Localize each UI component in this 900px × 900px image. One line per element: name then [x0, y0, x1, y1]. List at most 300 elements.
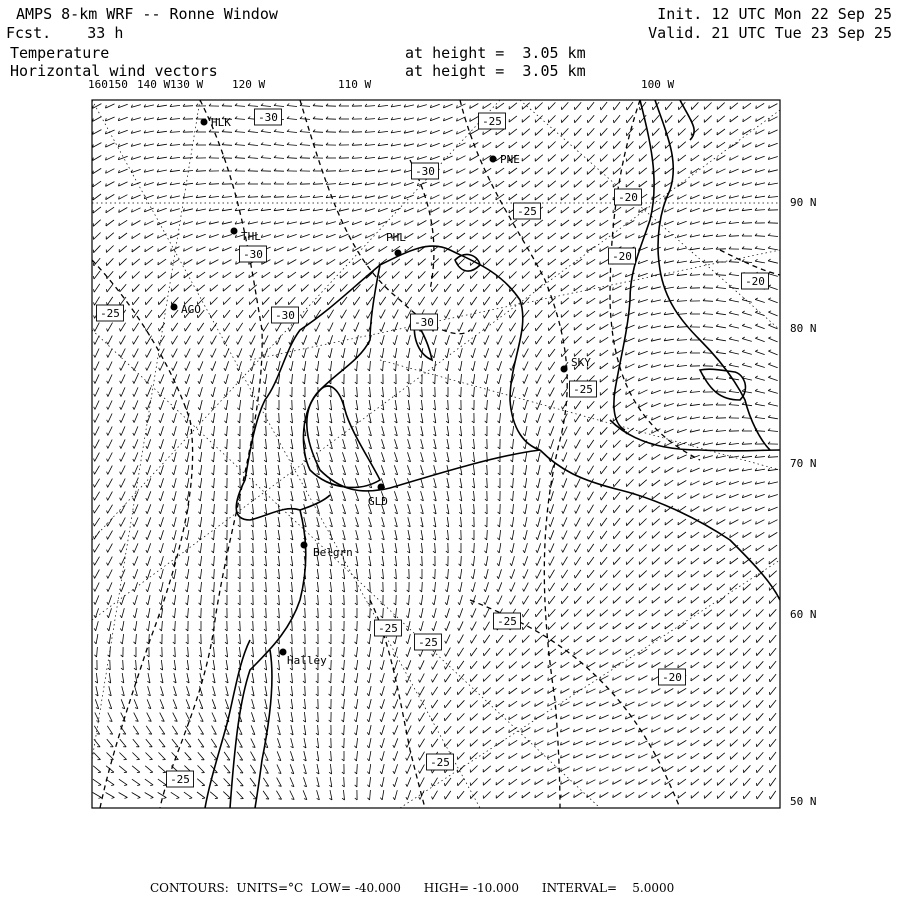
- wind-barb-flag: [133, 524, 134, 527]
- wind-barb: [524, 362, 528, 371]
- wind-barb: [523, 609, 529, 617]
- wind-barb: [261, 197, 271, 198]
- wind-barb: [108, 479, 113, 488]
- wind-barb: [470, 220, 478, 226]
- wind-barb-flag: [601, 510, 602, 513]
- wind-barb: [677, 378, 687, 379]
- wind-barb: [716, 236, 726, 237]
- wind-barb: [588, 141, 595, 148]
- wind-barb: [161, 452, 164, 462]
- wind-barb-flag: [341, 356, 343, 358]
- wind-barb: [327, 259, 335, 264]
- wind-barb: [550, 557, 554, 566]
- wind-barb-flag: [588, 484, 589, 487]
- wind-barb: [392, 259, 400, 265]
- wind-barb-flag: [146, 589, 148, 592]
- wind-barb-flag: [432, 342, 434, 345]
- wind-barb: [134, 543, 138, 552]
- wind-barb: [382, 543, 384, 553]
- wind-barb-flag: [498, 525, 500, 527]
- wind-barb-flag: [729, 337, 732, 339]
- wind-barb: [342, 322, 346, 331]
- wind-barb-flag: [119, 223, 120, 226]
- wind-barb: [121, 413, 125, 422]
- wind-barb: [197, 260, 206, 265]
- wind-barb: [448, 400, 449, 410]
- wind-barb: [186, 361, 190, 370]
- wind-barb: [484, 635, 490, 643]
- wind-barb: [588, 102, 594, 110]
- wind-barb: [510, 323, 515, 331]
- wind-barb: [626, 351, 635, 355]
- wind-barb-flag: [743, 119, 744, 122]
- wind-barb: [317, 582, 318, 592]
- wind-barb-flag: [639, 652, 640, 655]
- wind-barb: [550, 413, 554, 422]
- wind-barb: [677, 429, 686, 432]
- wind-barb: [408, 348, 410, 358]
- wind-barb: [209, 234, 218, 237]
- wind-barb: [523, 336, 528, 344]
- lat-label-60n: 60 N: [790, 608, 817, 621]
- wind-barb: [368, 465, 371, 474]
- wind-barb: [638, 273, 647, 276]
- wind-barb: [639, 584, 646, 591]
- wind-barb-flag: [171, 262, 172, 265]
- wind-barb: [704, 597, 712, 603]
- wind-barb-flag: [393, 654, 395, 657]
- wind-barb-flag: [587, 107, 588, 110]
- wind-barb: [187, 491, 189, 501]
- wind-barb: [199, 336, 204, 345]
- wind-barb-flag: [445, 302, 446, 305]
- wind-barb: [121, 505, 126, 514]
- wind-barb: [146, 323, 152, 331]
- wind-barb: [511, 349, 515, 358]
- wind-barb: [240, 634, 241, 644]
- wind-barb: [510, 310, 516, 318]
- wind-barb-flag: [276, 329, 277, 332]
- wind-barb-flag: [132, 236, 133, 239]
- wind-barb: [626, 649, 634, 654]
- wind-barb: [665, 493, 673, 499]
- wind-barb: [665, 455, 674, 460]
- wind-barb: [318, 400, 319, 410]
- wind-barb-flag: [341, 316, 342, 319]
- wind-barb: [211, 323, 217, 331]
- wind-barb: [266, 608, 267, 618]
- wind-barb: [691, 558, 699, 564]
- wind-barb: [457, 246, 465, 252]
- wind-barb: [457, 207, 465, 212]
- wind-barb: [209, 184, 219, 185]
- wind-barb: [513, 478, 514, 488]
- wind-barb: [145, 234, 154, 239]
- wind-barb: [95, 336, 99, 345]
- wind-barb: [588, 518, 593, 527]
- wind-barb-flag: [497, 395, 499, 397]
- wind-barb: [147, 465, 150, 474]
- wind-barb: [94, 531, 99, 539]
- wind-barb: [651, 247, 660, 250]
- wind-barb: [214, 504, 215, 514]
- wind-barb: [523, 310, 529, 318]
- wind-barb-flag: [497, 315, 498, 318]
- wind-barb: [574, 155, 581, 162]
- wind-barb: [613, 636, 621, 642]
- wind-barb-flag: [235, 143, 237, 145]
- wind-barb: [538, 530, 541, 540]
- wind-barb: [473, 465, 474, 475]
- wind-barb: [614, 128, 621, 136]
- wind-barb: [600, 350, 608, 356]
- wind-barb: [664, 339, 674, 341]
- wind-barb: [422, 361, 423, 371]
- wind-barb: [287, 158, 297, 159]
- wind-barb: [369, 673, 371, 683]
- wind-barb: [717, 649, 725, 656]
- wind-barb: [729, 405, 739, 406]
- wind-barb-flag: [328, 342, 330, 345]
- wind-barb-flag: [315, 315, 316, 318]
- wind-barb: [561, 194, 569, 200]
- wind-barb-flag: [510, 563, 512, 566]
- wind-barb: [538, 491, 540, 501]
- wind-barb: [613, 663, 622, 668]
- wind-barb: [210, 285, 218, 291]
- wind-barb: [214, 465, 215, 475]
- wind-barb: [313, 209, 323, 211]
- wind-barb: [188, 595, 189, 605]
- wind-barb: [187, 517, 189, 527]
- wind-barb: [627, 505, 634, 512]
- wind-barb: [716, 195, 725, 198]
- wind-barb: [253, 452, 254, 462]
- wind-barb: [314, 272, 322, 278]
- wind-barb: [576, 492, 580, 501]
- wind-barb: [406, 297, 411, 305]
- wind-barb: [435, 400, 436, 410]
- wind-barb: [665, 649, 673, 655]
- wind-barb: [170, 221, 179, 224]
- wind-barb-flag: [120, 511, 121, 514]
- wind-barb: [161, 517, 164, 527]
- wind-barb: [365, 183, 375, 185]
- wind-barb: [470, 130, 479, 135]
- wind-barb: [614, 531, 620, 539]
- wind-barb: [755, 469, 765, 471]
- wind-barb: [757, 661, 764, 668]
- wind-barb: [509, 662, 516, 669]
- wind-barb: [445, 271, 452, 278]
- wind-barb: [601, 557, 607, 565]
- wind-barb: [613, 676, 622, 681]
- wind-barb: [132, 272, 139, 279]
- wind-barb: [393, 284, 399, 292]
- wind-barb: [548, 662, 556, 668]
- wind-barb-flag: [327, 302, 328, 305]
- wind-barb: [382, 699, 385, 709]
- wind-barb: [175, 647, 176, 657]
- wind-barb-flag: [211, 368, 212, 371]
- wind-barb: [471, 271, 478, 278]
- wind-barb-flag: [120, 615, 122, 618]
- wind-barb: [473, 348, 476, 358]
- wind-barb: [109, 621, 111, 631]
- wind-barb: [601, 427, 608, 434]
- wind-barb: [600, 246, 609, 251]
- wind-barb: [261, 209, 271, 210]
- wind-barb-flag: [159, 381, 160, 384]
- wind-barb: [184, 247, 193, 252]
- wind-barb-flag: [509, 315, 510, 318]
- wind-barb-flag: [419, 616, 421, 618]
- wind-barb: [274, 132, 284, 133]
- wind-barb-flag: [523, 589, 524, 592]
- wind-barb: [639, 480, 647, 487]
- wind-barb-flag: [549, 433, 550, 436]
- wind-barb-flag: [446, 577, 448, 579]
- wind-barb: [422, 556, 423, 566]
- wind-barb: [550, 570, 555, 579]
- wind-barb: [264, 336, 268, 345]
- wind-barb-flag: [523, 537, 525, 540]
- wind-barb: [512, 543, 514, 553]
- wind-barb-flag: [185, 355, 186, 358]
- wind-barb: [370, 582, 371, 592]
- wind-barb: [484, 271, 491, 278]
- wind-barb: [460, 452, 462, 462]
- wind-barb-flag: [212, 564, 214, 566]
- wind-barb: [587, 285, 595, 290]
- wind-barb: [677, 261, 687, 263]
- wind-barb-flag: [406, 693, 407, 696]
- wind-barb: [486, 361, 489, 371]
- wind-barb: [692, 116, 699, 123]
- wind-barb-flag: [120, 328, 121, 331]
- wind-barb: [486, 569, 488, 579]
- wind-barb-flag: [419, 628, 421, 631]
- wind-barb: [535, 103, 542, 110]
- wind-barb: [613, 207, 621, 213]
- wind-barb: [755, 404, 765, 406]
- wind-barb: [265, 686, 267, 696]
- wind-barb-flag: [483, 184, 484, 187]
- wind-barb: [159, 323, 165, 331]
- wind-barb: [330, 413, 332, 423]
- wind-barb: [716, 339, 726, 341]
- wind-barb-flag: [224, 421, 226, 423]
- wind-barb: [173, 361, 177, 370]
- wind-barb-flag: [393, 706, 394, 709]
- wind-barb: [549, 375, 554, 384]
- wind-barb-flag: [172, 511, 174, 513]
- wind-barb: [600, 337, 608, 342]
- wind-barb-flag: [146, 563, 148, 566]
- wind-barb-flag: [394, 369, 396, 371]
- wind-barb-flag: [393, 342, 395, 345]
- wind-barb: [420, 660, 424, 669]
- wind-barb: [135, 673, 137, 683]
- wind-barb-flag: [367, 693, 369, 696]
- wind-barb: [691, 532, 699, 538]
- wind-barb-flag: [678, 691, 679, 694]
- wind-barb: [107, 284, 113, 292]
- wind-barb: [382, 673, 385, 683]
- wind-barb: [704, 610, 712, 616]
- wind-barb-flag: [120, 602, 122, 605]
- wind-barb: [653, 128, 660, 135]
- wind-barb: [588, 466, 593, 475]
- wind-barb-flag: [107, 642, 109, 644]
- wind-barb-flag: [354, 329, 355, 332]
- wind-barb: [170, 170, 180, 171]
- wind-barb-flag: [185, 420, 187, 423]
- wind-barb: [744, 701, 751, 708]
- wind-barb: [318, 374, 319, 384]
- wind-barb: [459, 621, 463, 630]
- wind-barb: [235, 145, 245, 146]
- wind-barb: [253, 400, 254, 410]
- wind-barb: [677, 353, 687, 354]
- lon-label-130w: 130 W: [170, 78, 204, 91]
- wind-barb: [536, 336, 542, 344]
- wind-barb: [755, 351, 764, 354]
- wind-barb: [239, 387, 241, 397]
- wind-barb: [509, 246, 517, 253]
- wind-barb: [262, 272, 270, 278]
- wind-barb-flag: [768, 376, 771, 378]
- height-label-2: at height = 3.05 km: [405, 62, 586, 80]
- wind-barb: [132, 221, 141, 226]
- wind-barb: [524, 349, 529, 358]
- wind-barb: [382, 556, 384, 566]
- wind-barb-flag: [159, 511, 161, 514]
- wind-barb-flag: [704, 158, 705, 161]
- wind-barb: [677, 365, 687, 366]
- wind-barb: [394, 322, 398, 331]
- wind-barb: [730, 623, 737, 630]
- wind-barb: [483, 181, 491, 186]
- wind-barb: [509, 103, 517, 109]
- wind-barb-flag: [146, 394, 147, 397]
- wind-barb: [537, 387, 541, 396]
- wind-barb: [473, 452, 474, 462]
- wind-barb: [457, 169, 466, 174]
- wind-barb: [613, 597, 620, 604]
- wind-barb-flag: [340, 302, 341, 305]
- wind-barb: [356, 673, 358, 683]
- wind-barb: [279, 595, 280, 605]
- wind-barb: [626, 689, 635, 693]
- wind-barb: [365, 119, 375, 120]
- wind-barb: [600, 597, 607, 604]
- wind-barb: [704, 584, 712, 590]
- wind-barb: [214, 569, 215, 579]
- wind-barb: [652, 662, 661, 667]
- wind-barb: [131, 169, 140, 172]
- wind-barb: [108, 699, 111, 708]
- wind-barb-flag: [327, 262, 328, 265]
- wind-barb: [314, 259, 323, 264]
- wind-barb: [292, 621, 293, 631]
- wind-barb: [483, 220, 491, 226]
- wind-barb: [729, 236, 739, 237]
- wind-barb-flag: [211, 434, 213, 436]
- wind-barb: [716, 326, 726, 328]
- wind-barb: [214, 491, 215, 501]
- wind-barb: [548, 194, 556, 200]
- wind-barb: [730, 688, 737, 695]
- wind-barb: [365, 157, 375, 158]
- wind-barb: [678, 636, 686, 642]
- wind-barb-flag: [146, 629, 148, 631]
- wind-barb-flag: [146, 524, 147, 527]
- wind-barb-flag: [548, 601, 549, 604]
- wind-barb: [227, 634, 228, 644]
- wind-barb: [677, 327, 687, 328]
- wind-barb-flag: [367, 681, 369, 683]
- wind-barb: [470, 207, 478, 213]
- wind-barb: [484, 284, 490, 292]
- wind-barb-flag: [496, 302, 497, 305]
- wind-barb: [538, 439, 540, 449]
- wind-barb: [704, 494, 713, 498]
- wind-barb: [174, 543, 176, 553]
- wind-barb-flag: [562, 420, 563, 423]
- wind-barb-flag: [768, 402, 771, 404]
- wind-barb: [369, 400, 371, 410]
- wind-barb: [344, 595, 345, 605]
- wind-barb: [677, 221, 686, 224]
- wind-barb: [448, 374, 449, 384]
- wind-barb: [279, 621, 280, 631]
- wind-barb: [378, 208, 387, 211]
- wind-barb: [382, 660, 384, 670]
- wind-barb: [407, 647, 410, 656]
- wind-barb: [108, 349, 112, 358]
- wind-barb-flag: [484, 564, 486, 566]
- wind-barb-flag: [510, 576, 511, 579]
- wind-barb: [317, 348, 319, 358]
- wind-barb: [188, 647, 189, 657]
- wind-barb: [575, 102, 581, 110]
- wind-barb: [769, 520, 778, 525]
- wind-barb: [678, 519, 686, 525]
- wind-barb: [613, 299, 622, 303]
- wind-barb-flag: [303, 382, 305, 384]
- wind-barb: [548, 259, 556, 265]
- wind-barb: [434, 621, 437, 631]
- wind-barb: [120, 297, 126, 305]
- wind-barb: [600, 649, 608, 654]
- wind-barb-flag: [198, 381, 200, 384]
- wind-barb-flag: [562, 498, 563, 501]
- wind-barb-flag: [691, 171, 692, 174]
- wind-barb: [614, 492, 620, 500]
- wind-barb-flag: [716, 337, 718, 339]
- wind-barb: [524, 387, 527, 396]
- wind-barb-flag: [574, 588, 575, 591]
- wind-barb: [278, 673, 279, 683]
- wind-barb: [248, 132, 258, 133]
- wind-barb: [755, 457, 765, 458]
- wind-barb-flag: [729, 311, 731, 313]
- wind-barb: [639, 181, 647, 187]
- wind-barb: [290, 323, 295, 332]
- wind-barb: [587, 194, 595, 200]
- wind-barb: [132, 246, 140, 252]
